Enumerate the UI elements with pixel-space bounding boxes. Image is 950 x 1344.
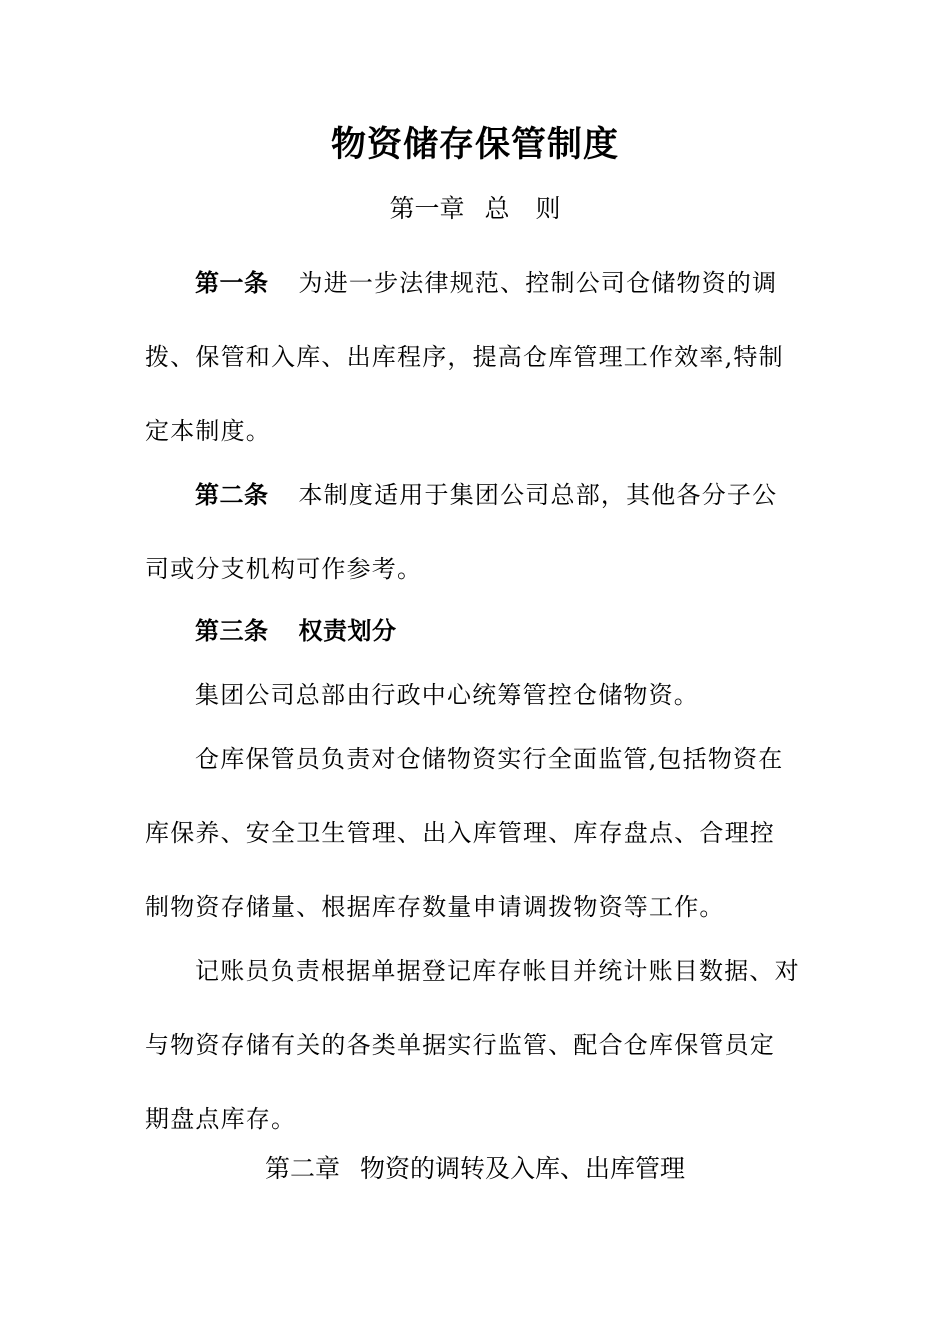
paragraph-admin-text: 集团公司总部由行政中心统筹管控仓储物资。 (195, 681, 699, 709)
article-1-line-2: 拨、保管和入库、出库程序，提高仓库管理工作效率,特制 (145, 343, 784, 371)
chapter-1-prefix: 第一章 (389, 194, 465, 223)
paragraph-bookkeeper (145, 934, 810, 1156)
article-1 (145, 246, 810, 468)
article-3-heading: 权责划分 (298, 617, 397, 645)
paragraph-admin-line-1 (145, 660, 810, 730)
article-1-line-3: 定本制度。 (145, 417, 271, 445)
paragraph-keeper-line-3: 制物资存储量、根据库存数量申请调拨物资等工作。 (145, 893, 725, 921)
paragraph-admin (145, 660, 810, 730)
article-3 (145, 596, 810, 666)
paragraph-keeper-line-1 (145, 722, 810, 796)
paragraph-bookkeeper-line-3: 期盘点库存。 (145, 1105, 297, 1133)
chapter-1-word-1: 总 (484, 194, 510, 223)
paragraph-bookkeeper-line-2: 与物资存储有关的各类单据实行监管、配合仓库保管员定 (145, 1031, 775, 1059)
article-2-head: 第二条 (195, 481, 269, 509)
article-1-head: 第一条 (195, 269, 269, 297)
article-2 (145, 458, 810, 606)
paragraph-bookkeeper-line-1 (145, 934, 810, 1008)
chapter-2-heading (0, 1152, 950, 1186)
article-1-line-1 (145, 246, 810, 320)
paragraph-keeper-text-1: 仓库保管员负责对仓储物资实行全面监管,包括物资在 (195, 745, 784, 773)
chapter-1-word-2: 则 (535, 194, 561, 223)
article-1-text-1: 为进一步法律规范、控制公司仓储物资的调 (298, 269, 778, 297)
chapter-2-prefix: 第二章 (264, 1154, 340, 1183)
article-3-line-1 (145, 596, 810, 666)
paragraph-keeper (145, 722, 810, 944)
paragraph-bookkeeper-text-1: 记账员负责根据单据登记库存帐目并统计账目数据、对 (195, 957, 800, 985)
chapter-1-heading (0, 192, 950, 226)
article-2-line-1 (145, 458, 810, 532)
paragraph-keeper-line-2: 库保养、安全卫生管理、出入库管理、库存盘点、合理控 (145, 819, 775, 847)
article-2-line-2: 司或分支机构可作参考。 (145, 555, 423, 583)
document-title: 物资储存保管制度 (330, 124, 619, 165)
article-2-text-1: 本制度适用于集团公司总部，其他各分子公 (298, 481, 778, 509)
chapter-2-title: 物资的调转及入库、出库管理 (360, 1154, 686, 1183)
article-3-head: 第三条 (195, 617, 269, 645)
